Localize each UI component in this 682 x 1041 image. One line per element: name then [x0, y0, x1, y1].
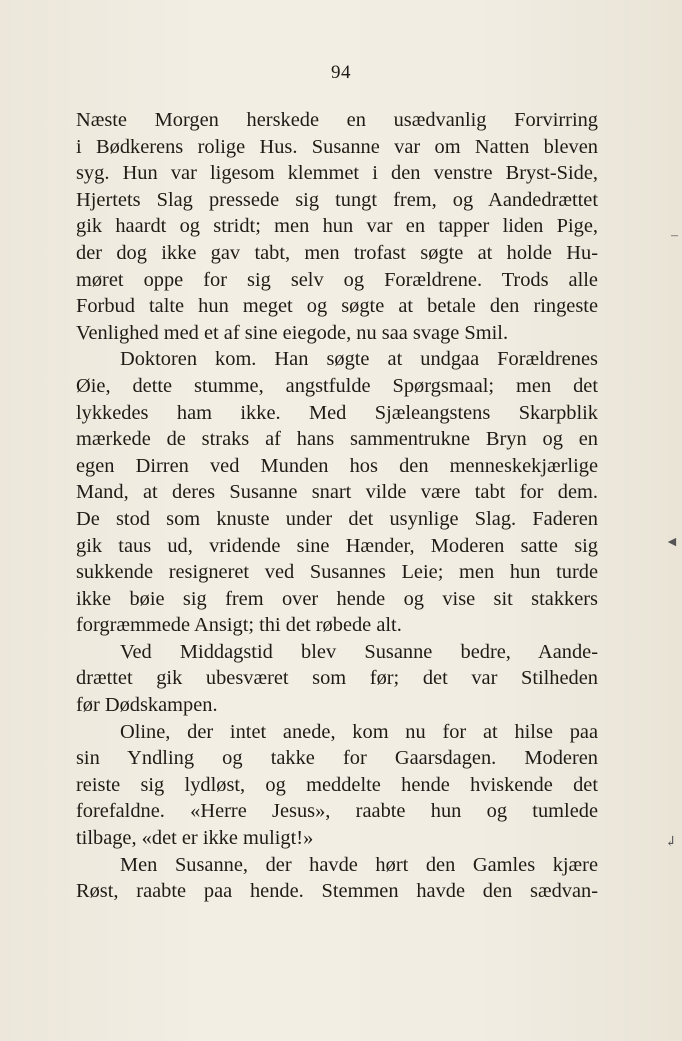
text-line: drættet gik ubesværet som før; det var Stilheden	[76, 667, 598, 690]
text-line: Mand, at deres Susanne snart vilde være tabt for dem.	[76, 481, 598, 504]
text-line: sukkende resigneret ved Susannes Leie; men hun turde	[76, 561, 598, 584]
text-line: reiste sig lydløst, og meddelte hende hviskende det	[76, 773, 598, 796]
text-line: syg. Hun var ligesom klemmet i den venstre Bryst-Side,	[76, 162, 598, 185]
margin-mark-icon: ◄	[665, 535, 679, 550]
text-line: Venlighed med et af sine eiegode, nu saa svage Smil.	[76, 321, 509, 344]
text-line: Ved Middagstid blev Susanne bedre, Aande-	[120, 640, 598, 663]
text-line: forgræmmede Ansigt; thi det røbede alt.	[76, 614, 402, 637]
page-number: 94	[331, 62, 351, 83]
text-line: Øie, dette stumme, angstfulde Spørgsmaal; men det	[76, 374, 598, 397]
text-line: Forbud talte hun meget og søgte at betale den ringeste	[76, 295, 598, 318]
body-text	[76, 107, 598, 905]
text-line: før Dødskampen.	[76, 694, 218, 717]
text-line: gik haardt og stridt; men hun var en tapper liden Pige,	[76, 215, 598, 238]
text-line: gik taus ud, vridende sine Hænder, Moderen satte sig	[76, 534, 598, 557]
text-line: der dog ikke gav tabt, men trofast søgte at holde Hu-	[76, 241, 598, 264]
text-line: Hjertets Slag pressede sig tungt frem, og Aandedrættet	[76, 188, 598, 211]
text-line: Næste Morgen herskede en usædvanlig Forvirring	[76, 109, 598, 131]
text-line: mærkede de straks af hans sammentrukne Bryn og en	[76, 428, 598, 451]
margin-mark-icon: –	[671, 228, 678, 243]
text-line: De stod som knuste under det usynlige Slag. Faderen	[76, 507, 598, 530]
text-line: Men Susanne, der havde hørt den Gamles kjære	[120, 853, 598, 876]
text-line: egen Dirren ved Munden hos den menneskekjærlige	[76, 454, 598, 477]
margin-mark-icon: ↲	[665, 835, 677, 850]
text-line: lykkedes ham ikke. Med Sjæleangstens Skarpblik	[76, 401, 598, 424]
text-line: Oline, der intet anede, kom nu for at hilse paa	[120, 720, 598, 743]
text-line: møret oppe for sig selv og Forældrene. Trods alle	[76, 268, 598, 291]
text-line: Doktoren kom. Han søgte at undgaa Forældrenes	[120, 348, 598, 371]
text-line: Røst, raabte paa hende. Stemmen havde den sædvan-	[76, 880, 598, 903]
text-line: forefaldne. «Herre Jesus», raabte hun og tumlede	[76, 800, 598, 823]
text-line: ikke bøie sig frem over hende og vise sit stakkers	[76, 587, 598, 610]
text-line: tilbage, «det er ikke muligt!»	[76, 827, 314, 850]
text-line: sin Yndling og takke for Gaarsdagen. Moderen	[76, 747, 598, 770]
text-line: i Bødkerens rolige Hus. Susanne var om Natten bleven	[76, 135, 598, 158]
